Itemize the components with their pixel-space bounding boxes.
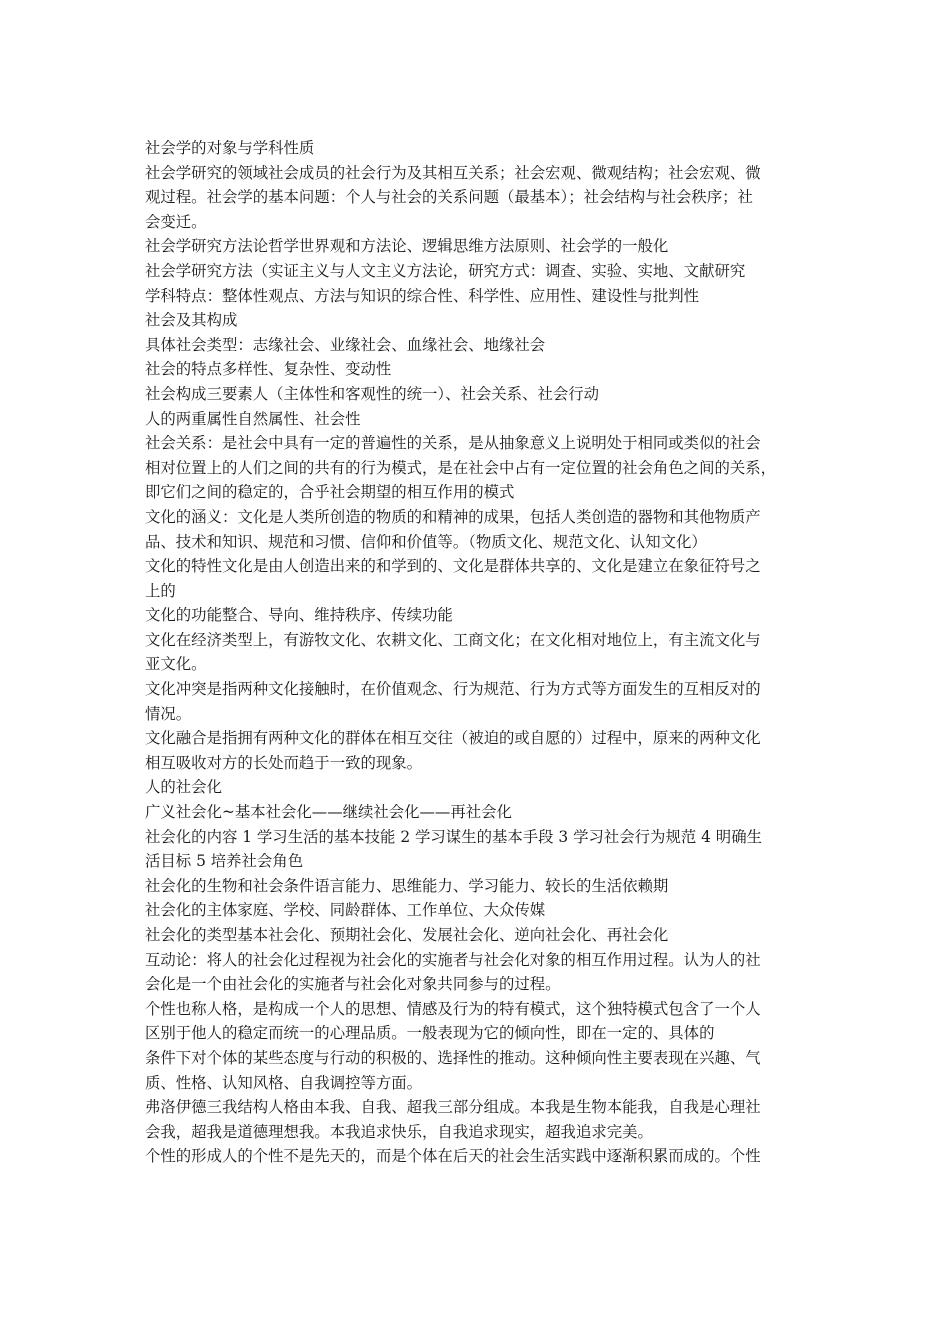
text-line: 个性也称人格，是构成一个人的思想、情感及行为的特有模式，这个独特模式包含了一个人 bbox=[145, 999, 761, 1018]
text-line: 文化冲突是指两种文化接触时，在价值观念、行为规范、行为方式等方面发生的互相反对的 bbox=[145, 680, 761, 699]
text-line: 社会关系：是社会中具有一定的普遍性的关系，是从抽象意义上说明处于相同或类似的社会 bbox=[145, 434, 761, 453]
text-line: 情况。 bbox=[145, 704, 192, 723]
text-line: 社会学研究方法论哲学世界观和方法论、逻辑思维方法原则、社会学的一般化 bbox=[145, 237, 669, 256]
text-line: 个性的形成人的个性不是先天的，而是个体在后天的社会生活实践中逐渐积累而成的。个性 bbox=[145, 1147, 761, 1166]
text-line: 亚文化。 bbox=[145, 655, 207, 674]
text-line: 条件下对个体的某些态度与行动的积极的、选择性的推动。这种倾向性主要表现在兴趣、气 bbox=[145, 1048, 761, 1067]
text-line: 文化的功能整合、导向、维持秩序、传续功能 bbox=[145, 606, 453, 625]
text-line: 广义社会化~基本社会化——继续社会化——再社会化 bbox=[145, 803, 512, 822]
text-line: 社会化的生物和社会条件语言能力、思维能力、学习能力、较长的生活依赖期 bbox=[145, 876, 669, 895]
text-line: 互动论：将人的社会化过程视为社会化的实施者与社会化对象的相互作用过程。认为人的社 bbox=[145, 950, 761, 969]
text-line: 文化的涵义：文化是人类所创造的物质的和精神的成果，包括人类创造的器物和其他物质产 bbox=[145, 507, 761, 526]
text-line: 人的两重属性自然属性、社会性 bbox=[145, 409, 361, 428]
text-line: 学科特点：整体性观点、方法与知识的综合性、科学性、应用性、建设性与批判性 bbox=[145, 286, 700, 305]
text-line: 即它们之间的稳定的，合乎社会期望的相互作用的模式 bbox=[145, 483, 515, 502]
text-line: 相互吸收对方的长处而趋于一致的现象。 bbox=[145, 753, 423, 772]
text-line: 社会构成三要素人（主体性和客观性的统一）、社会关系、社会行动 bbox=[145, 384, 600, 403]
text-line: 社会化的内容 1 学习生活的基本技能 2 学习谋生的基本手段 3 学习社会行为规范 4 明确生 bbox=[145, 827, 762, 846]
text-line: 会变迁。 bbox=[145, 212, 207, 231]
text-line: 文化融合是指拥有两种文化的群体在相互交往（被迫的或自愿的）过程中，原来的两种文化 bbox=[145, 729, 761, 748]
text-line: 会化是一个由社会化的实施者与社会化对象共同参与的过程。 bbox=[145, 975, 561, 994]
text-line: 会我，超我是道德理想我。本我追求快乐，自我追求现实，超我追求完美。 bbox=[145, 1122, 653, 1141]
text-line: 社会及其构成 bbox=[145, 311, 238, 330]
text-line: 上的 bbox=[145, 581, 176, 600]
text-line: 社会化的类型基本社会化、预期社会化、发展社会化、逆向社会化、再社会化 bbox=[145, 926, 669, 944]
text-line: 文化在经济类型上，有游牧文化、农耕文化、工商文化；在文化相对地位上，有主流文化与 bbox=[145, 630, 761, 649]
text-line: 质、性格、认知风格、自我调控等方面。 bbox=[145, 1073, 423, 1092]
text-line: 品、技术和知识、规范和习惯、信仰和价值等。（物质文化、规范文化、认知文化） bbox=[145, 532, 707, 551]
text-line: 社会学的对象与学科性质 bbox=[145, 139, 315, 157]
text-line: 社会学研究的领域社会成员的社会行为及其相互关系；社会宏观、微观结构；社会宏观、微 bbox=[145, 163, 761, 182]
text-line: 区别于他人的稳定而统一的心理品质。一般表现为它的倾向性，即在一定的、具体的 bbox=[145, 1024, 715, 1043]
text-line: 社会的特点多样性、复杂性、变动性 bbox=[145, 360, 392, 379]
text-line: 社会化的主体家庭、学校、同龄群体、工作单位、大众传媒 bbox=[145, 901, 546, 920]
text-line: 文化的特性文化是由人创造出来的和学到的、文化是群体共享的、文化是建立在象征符号之 bbox=[145, 557, 761, 576]
text-line: 人的社会化 bbox=[145, 778, 222, 797]
text-line: 活目标 5 培养社会角色 bbox=[145, 852, 304, 871]
document-body bbox=[145, 136, 815, 1169]
text-line: 观过程。社会学的基本问题：个人与社会的关系问题（最基本）；社会结构与社会秩序；社 bbox=[145, 188, 753, 207]
text-line: 弗洛伊德三我结构人格由本我、自我、超我三部分组成。本我是生物本能我，自我是心理社 bbox=[145, 1098, 761, 1117]
text-line: 相对位置上的人们之间的共有的行为模式，是在社会中占有一定位置的社会角色之间的关系， bbox=[145, 458, 777, 477]
text-line: 社会学研究方法（实证主义与人文主义方法论，研究方式：调查、实验、实地、文献研究 bbox=[145, 261, 746, 280]
text-line: 具体社会类型：志缘社会、业缘社会、血缘社会、地缘社会 bbox=[145, 335, 546, 354]
